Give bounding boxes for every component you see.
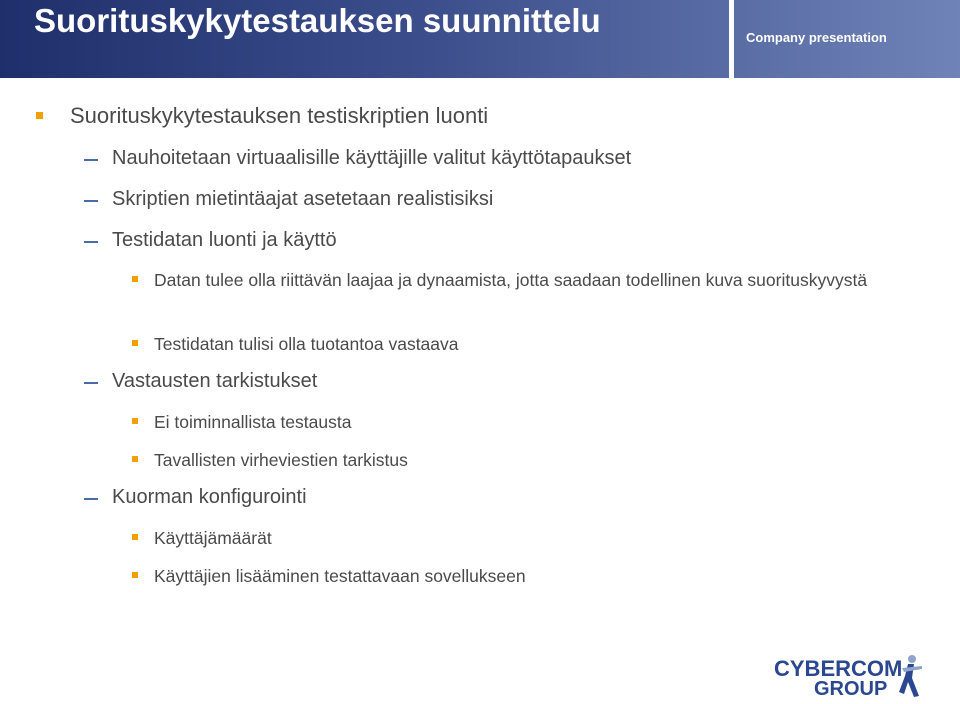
header-divider [729,0,734,78]
company-presentation-label: Company presentation [746,30,887,45]
sub-bullet-square-icon [132,572,138,578]
list-item: Ei toiminnallista testausta [154,412,352,432]
logo-line2: GROUP [814,678,888,700]
dash-bullet-icon [84,382,98,384]
list-item: Testidatan luonti ja käyttö [112,229,337,251]
slide-title: Suorituskykytestauksen suunnittelu [34,2,601,39]
list-item: Käyttäjien lisääminen testattavaan sovellukseen [154,566,526,586]
list-item: Käyttäjämäärät [154,528,272,548]
dash-bullet-icon [84,200,98,202]
sub-bullet-square-icon [132,418,138,424]
dash-bullet-icon [84,241,98,243]
list-item: Testidatan tulisi olla tuotantoa vastaava [154,334,459,354]
list-item: Kuorman konfigurointi [112,486,307,508]
bullet-square-icon [36,112,43,119]
sub-bullet-square-icon [132,276,138,282]
main-bullet-text: Suorituskykytestauksen testiskriptien luonti [70,103,489,128]
dash-bullet-icon [84,498,98,500]
list-item: Nauhoitetaan virtuaalisille käyttäjille valitut käyttötapaukset [112,147,632,169]
sub-bullet-square-icon [132,534,138,540]
logo-line1: CYBERCOM [774,656,903,681]
sub-bullet-square-icon [132,340,138,346]
running-figure-icon [892,654,924,700]
list-item: Tavallisten virheviestien tarkistus [154,450,408,470]
cybercom-group-logo [774,654,924,700]
list-item: Skriptien mietintäajat asetetaan realistisiksi [112,188,494,210]
list-item: Datan tulee olla riittävän laajaa ja dynaamista, jotta saadaan todellinen kuva suorituskyvystä [154,270,868,290]
dash-bullet-icon [84,159,98,161]
sub-bullet-square-icon [132,456,138,462]
list-item: Vastausten tarkistukset [112,370,318,392]
